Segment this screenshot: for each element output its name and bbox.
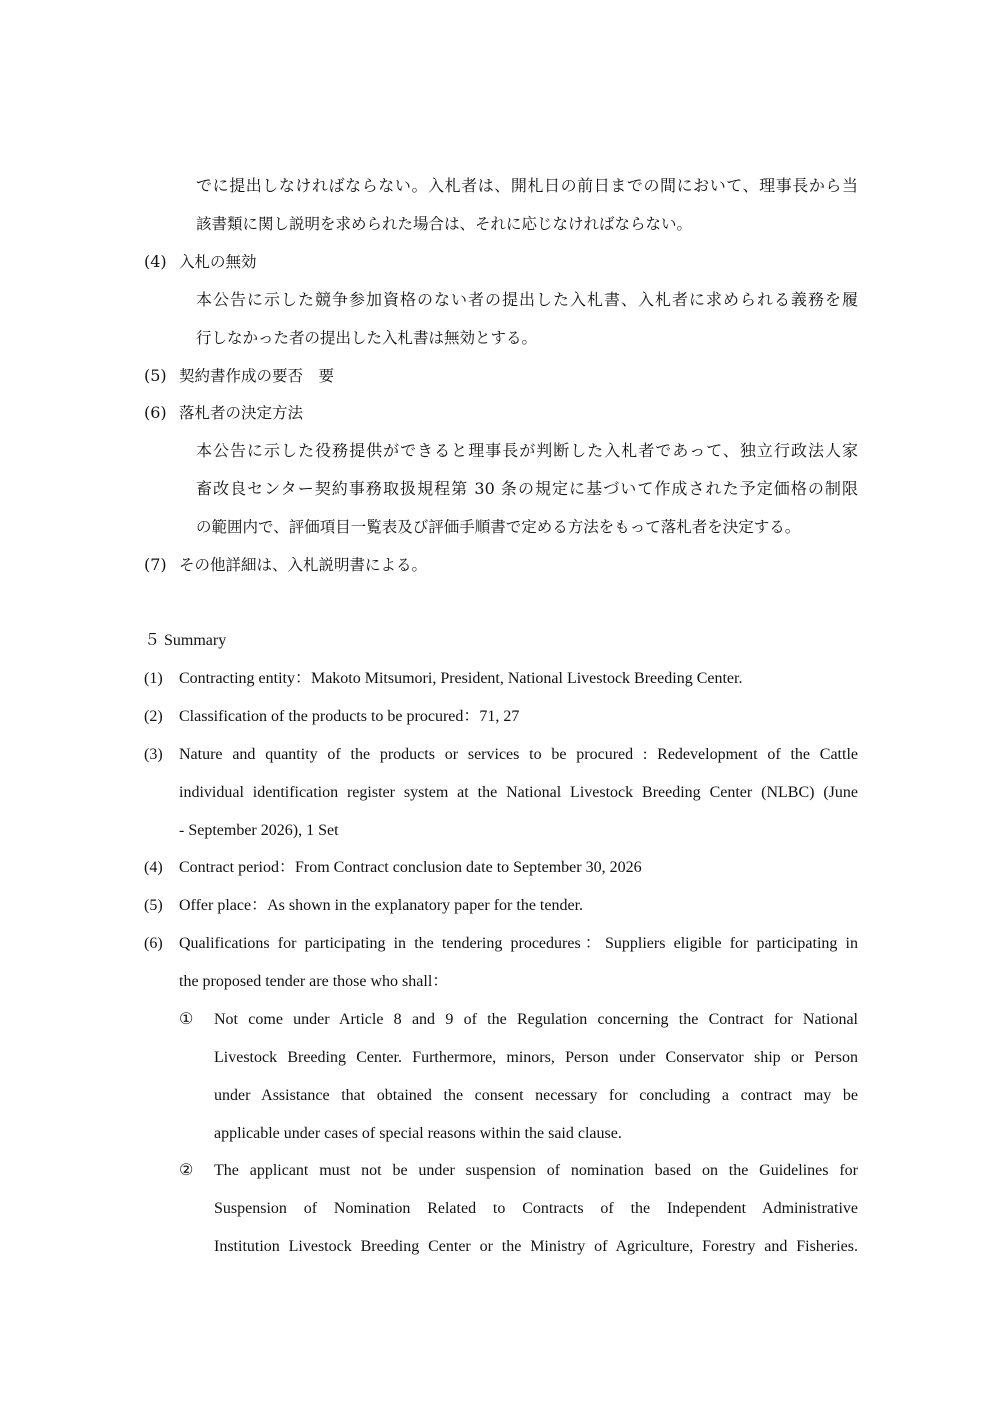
item-text: - September 2026), 1 Set	[179, 822, 339, 839]
item-number: (2)	[144, 708, 163, 725]
item-number: (3)	[144, 746, 163, 763]
item-text: individual identification register system at the National Livestock Breeding Center (NLBC) (June	[179, 784, 858, 801]
subitem-text: Not come under Article 8 and 9 of the Regulation concerning the Contract for National	[214, 1011, 858, 1028]
item-number: (6)	[144, 403, 167, 422]
item-number: (4)	[144, 252, 167, 271]
item-number: (1)	[144, 670, 163, 687]
item-title: その他詳細は、入札説明書による。	[179, 556, 428, 574]
paragraph-line: 行しなかった者の提出した入札書は無効とする。	[196, 329, 538, 347]
subitem-text: Suspension of Nomination Related to Contracts of the Independent Administrative	[214, 1200, 858, 1217]
subitem-mark: ②	[179, 1162, 194, 1179]
subitem-mark: ①	[179, 1011, 194, 1028]
item-number: (6)	[144, 935, 163, 952]
item-text: the proposed tender are those who shall：	[179, 973, 449, 990]
paragraph-line: の範囲内で、評価項目一覧表及び評価手順書で定める方法をもって落札者を決定する。	[196, 518, 801, 536]
paragraph-line: 該書類に関し説明を求められた場合は、それに応じなければならない。	[196, 215, 693, 233]
subitem-text: applicable under cases of special reasons within the said clause.	[214, 1125, 622, 1142]
item-text: Contracting entity：Makoto Mitsumori, President, National Livestock Breeding Center.	[179, 670, 743, 687]
item-number: (5)	[144, 897, 163, 914]
item-text: Qualifications for participating in the tendering procedures：Suppliers eligible for participating in	[179, 935, 858, 952]
item-number: (4)	[144, 859, 163, 876]
item-title: 契約書作成の要否 要	[179, 367, 335, 385]
item-text: Contract period：From Contract conclusion date to September 30, 2026	[179, 859, 642, 876]
paragraph-line: 本公告に示した競争参加資格のない者の提出した入札書、入札者に求められる義務を履	[196, 290, 858, 309]
paragraph-line: でに提出しなければならない。入札者は、開札日の前日までの間において、理事長から当	[196, 176, 858, 195]
paragraph-line: 畜改良センター契約事務取扱規程第 30 条の規定に基づいて作成された予定価格の制限	[196, 479, 858, 498]
item-number: (5)	[144, 366, 167, 385]
subitem-text: Livestock Breeding Center. Furthermore, minors, Person under Conservator ship or Person	[214, 1049, 858, 1066]
subitem-text: Institution Livestock Breeding Center or the Ministry of Agriculture, Forestry and Fisheries.	[214, 1238, 858, 1255]
item-title: 落札者の決定方法	[179, 404, 304, 422]
item-text: Nature and quantity of the products or services to be procured : Redevelopment of the Cattle	[179, 746, 858, 763]
item-number: (7)	[144, 555, 167, 574]
item-title: 入札の無効	[179, 253, 257, 271]
item-text: Offer place：As shown in the explanatory paper for the tender.	[179, 897, 584, 914]
item-text: Classification of the products to be procured：71, 27	[179, 708, 520, 725]
subitem-text: The applicant must not be under suspension of nomination based on the Guidelines for	[214, 1162, 858, 1179]
paragraph-line: 本公告に示した役務提供ができると理事長が判断した入札者であって、独立行政法人家	[196, 441, 858, 460]
subitem-text: under Assistance that obtained the consent necessary for concluding a contract may be	[214, 1087, 858, 1104]
section-heading: ５ Summary	[144, 632, 227, 649]
